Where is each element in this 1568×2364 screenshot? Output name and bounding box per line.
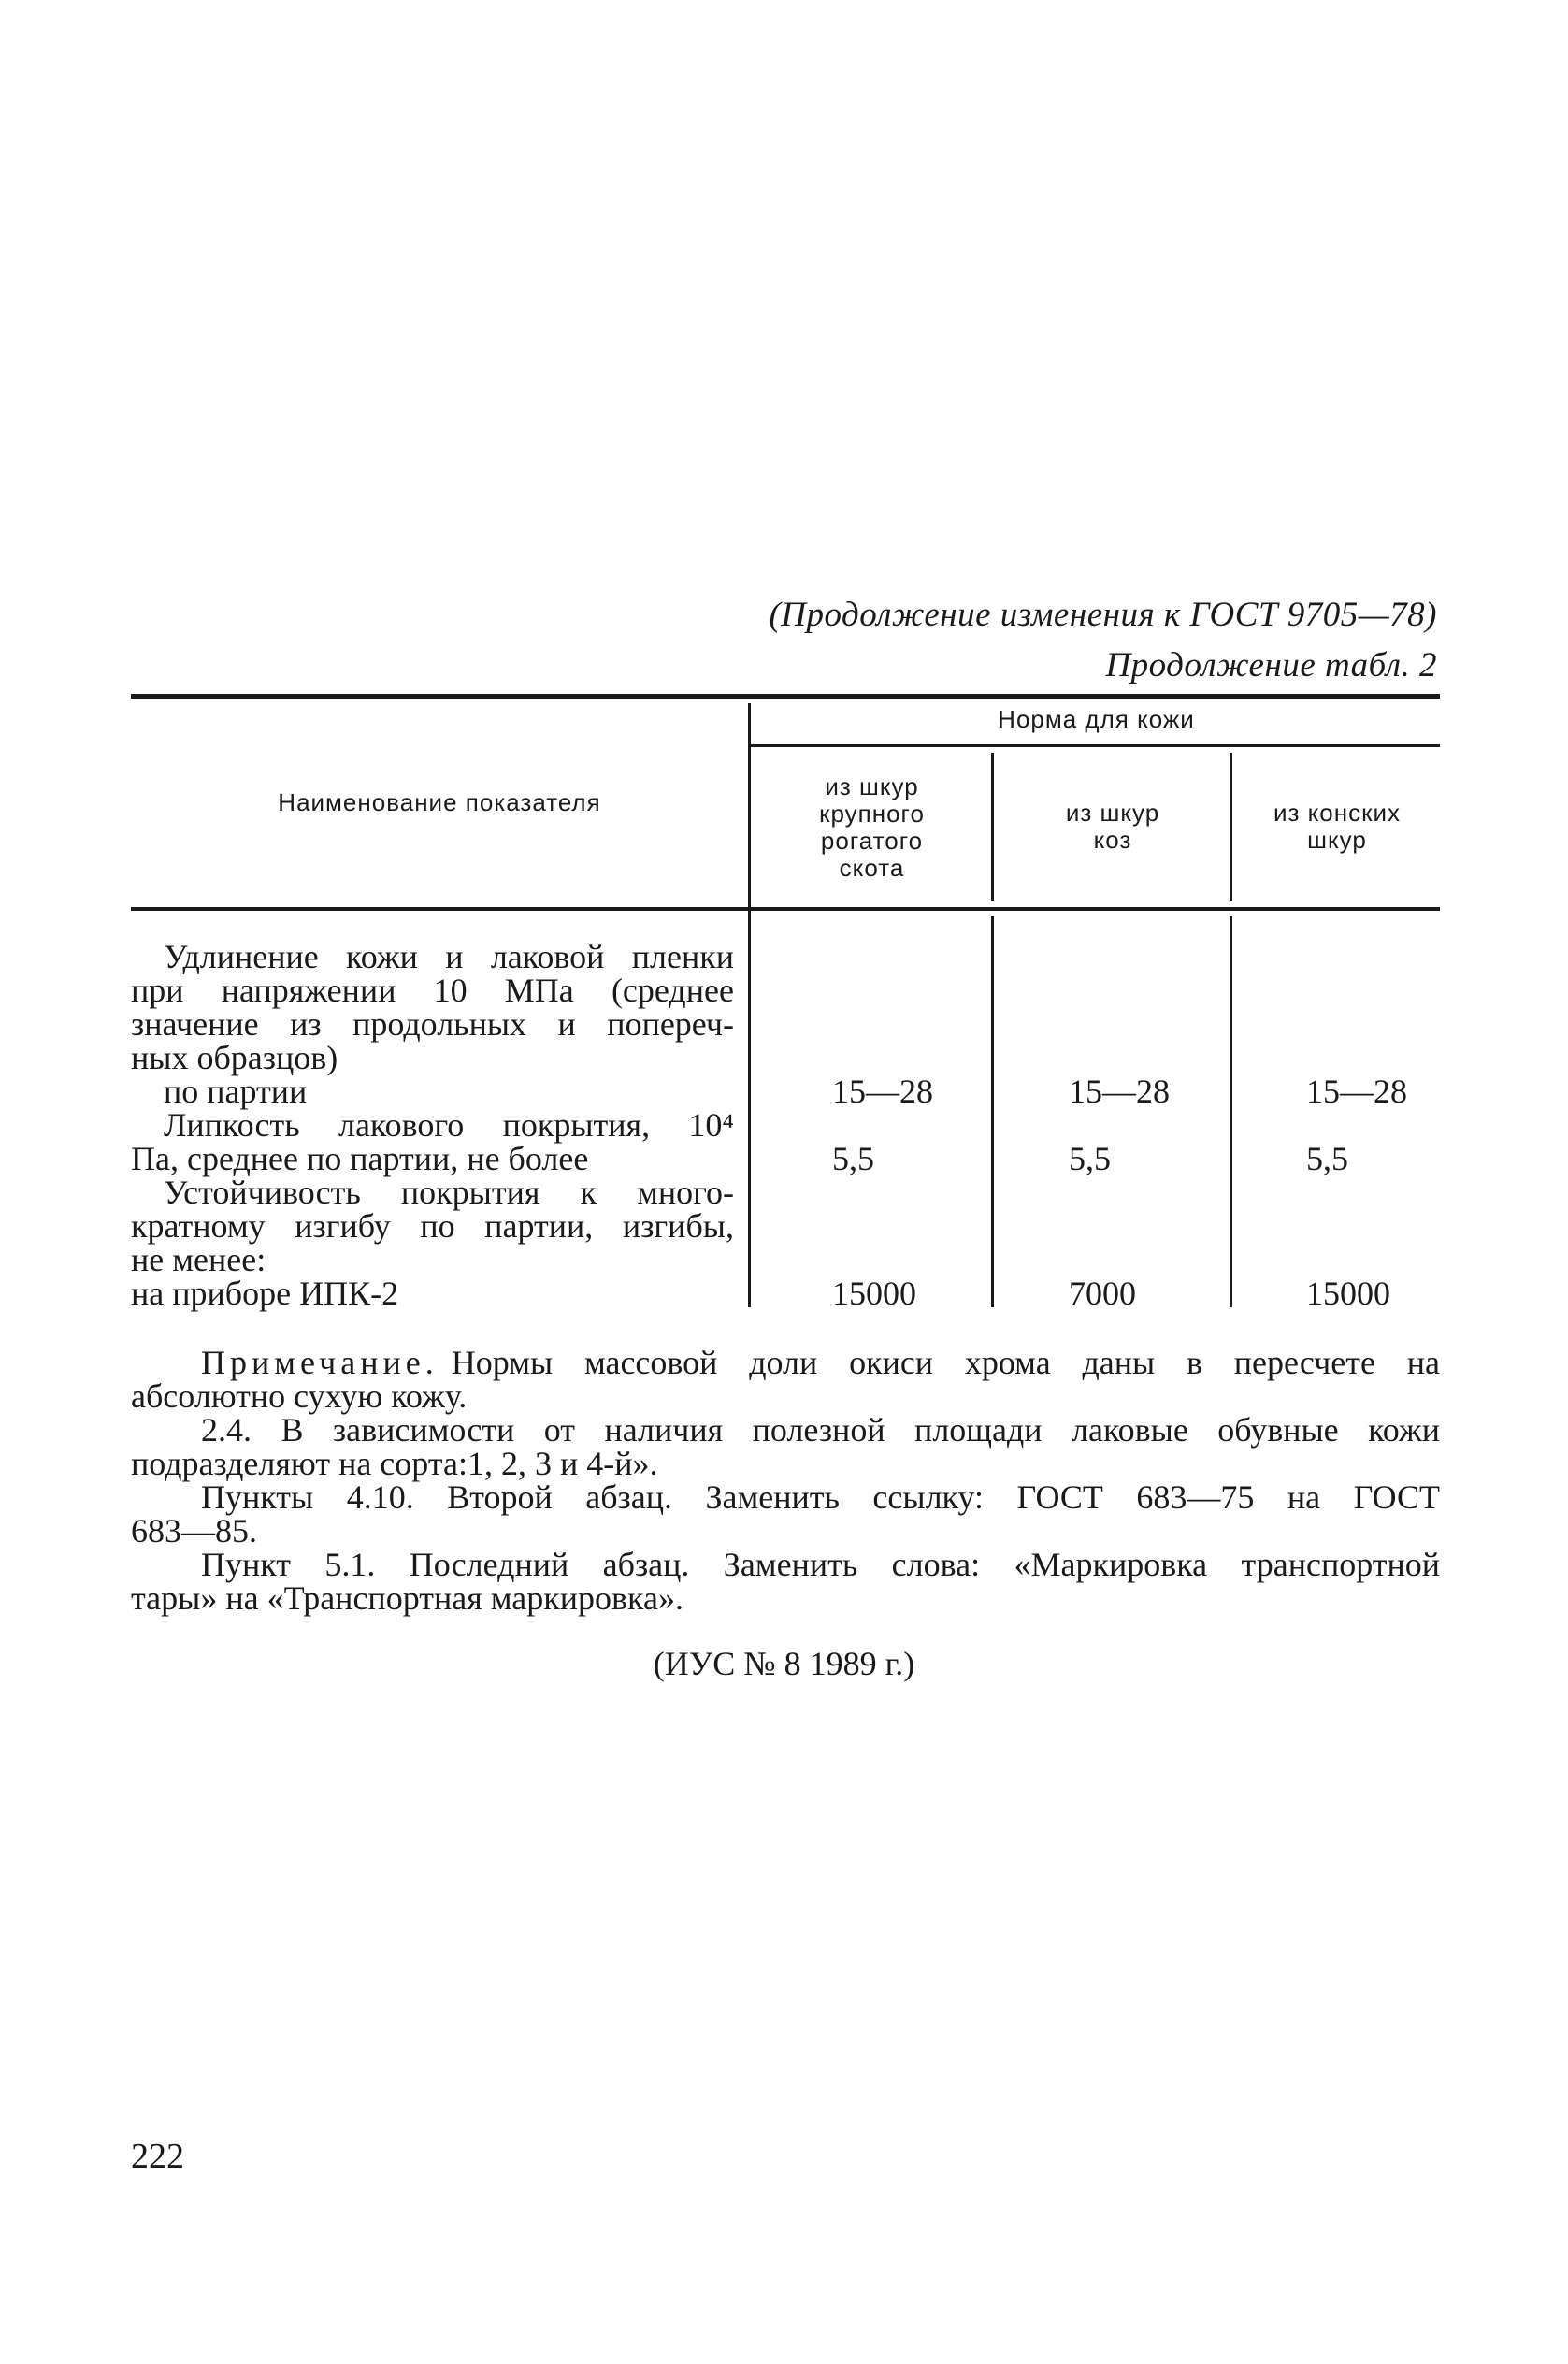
text-line: ных образцов)	[131, 1039, 338, 1076]
word: напряжении	[221, 972, 396, 1009]
text-line	[131, 1548, 1440, 1581]
norm-header-rule	[748, 744, 1440, 747]
word: лаковой	[490, 938, 605, 975]
word: и	[557, 1005, 576, 1043]
word: Удлинение	[164, 938, 319, 975]
text-line	[131, 1346, 1440, 1379]
word: изгибу	[295, 1207, 391, 1245]
text-line: на приборе ИПК-2	[131, 1275, 399, 1312]
column-header-horse	[1234, 800, 1440, 854]
column-header-name: Наименование показателя	[278, 788, 601, 816]
table-continuation-label: Продолжение табл. 2	[1105, 646, 1437, 685]
continuation-title: (Продолжение изменения к ГОСТ 9705—78)	[769, 596, 1437, 634]
table-top-rule	[131, 694, 1440, 699]
table-note	[131, 1346, 1440, 1413]
row-flex-resistance-name	[131, 1175, 734, 1310]
column-header-norm: Норма для кожи	[998, 705, 1195, 733]
text-line: абсолютно сухую кожу.	[131, 1377, 468, 1415]
paragraph-4-10	[131, 1480, 1440, 1548]
table-divider	[991, 753, 994, 901]
value-horse: 5,5	[1306, 1140, 1348, 1177]
value-cattle: 5,5	[832, 1140, 874, 1177]
word: значение	[131, 1005, 259, 1043]
word: покрытия,	[502, 1106, 651, 1144]
value-goat: 7000	[1069, 1275, 1136, 1312]
word: кожи	[346, 938, 418, 975]
text-line	[131, 940, 734, 973]
table-divider	[1230, 916, 1232, 1307]
value-cattle: 15000	[832, 1275, 916, 1312]
word: по	[420, 1207, 455, 1245]
row-elongation-name	[131, 940, 734, 1108]
value-horse: 15000	[1306, 1275, 1390, 1312]
column-header-cattle	[753, 773, 991, 882]
text-line: по партии	[164, 1073, 308, 1110]
text-line: 683—85.	[131, 1512, 257, 1550]
word: (среднее	[611, 972, 734, 1009]
text-line: тары» на «Транспортная маркировка».	[131, 1579, 683, 1617]
word: покрытия	[400, 1174, 540, 1211]
header-line: крупного	[819, 800, 925, 828]
source-reference: (ИУС № 8 1989 г.)	[653, 1645, 915, 1682]
column-header-goat	[996, 800, 1230, 854]
header-line: шкур	[1307, 826, 1367, 854]
word: Устойчивость	[164, 1174, 361, 1211]
value-goat: 5,5	[1069, 1140, 1111, 1177]
word: к	[580, 1174, 597, 1211]
word: Липкость	[164, 1106, 300, 1144]
header-line: из шкур	[825, 772, 919, 800]
paragraph-text: Пункты 4.10. Второй абзац. Заменить ссылку: ГОСТ 683—75 на ГОСТ	[201, 1478, 1440, 1516]
text-line: подразделяют на сорта:1, 2, 3 и 4-й».	[131, 1445, 658, 1482]
table-divider	[1230, 753, 1232, 901]
value-cattle: 15—28	[832, 1073, 933, 1110]
table-header-bottom-rule	[131, 907, 1440, 911]
page-number: 222	[131, 2137, 184, 2176]
header-line: из шкур	[1065, 799, 1160, 827]
word: кратному	[131, 1207, 266, 1245]
row-tackiness-name	[131, 1108, 734, 1175]
text-line	[131, 1209, 734, 1243]
text-line	[131, 1413, 1440, 1447]
header-line: коз	[1093, 826, 1132, 854]
note-text: Нормы массовой доли окиси хрома даны в пересчете на	[451, 1344, 1440, 1381]
paragraph-2-4	[131, 1413, 1440, 1480]
word: изгибы,	[622, 1207, 734, 1245]
word: продольных	[352, 1005, 527, 1043]
note-label: Примечание.	[201, 1344, 439, 1381]
paragraph-5-1	[131, 1548, 1440, 1615]
word: лакового	[338, 1106, 465, 1144]
word: пленки	[631, 938, 734, 975]
word: 10	[433, 972, 468, 1009]
header-line: скота	[839, 854, 905, 882]
table-divider	[748, 913, 751, 1307]
value-horse: 15—28	[1306, 1073, 1407, 1110]
word: 10⁴	[688, 1106, 734, 1144]
table-divider	[991, 916, 994, 1307]
paragraph-text: Пункт 5.1. Последний абзац. Заменить слова: «Маркировка транспортной	[201, 1546, 1440, 1583]
paragraph-text: 2.4. В зависимости от наличия полезной площади лаковые обувные кожи	[201, 1411, 1440, 1449]
text-line	[131, 1175, 734, 1209]
value-goat: 15—28	[1069, 1073, 1170, 1110]
word: партии,	[484, 1207, 594, 1245]
word: и	[445, 938, 464, 975]
word: при	[131, 972, 184, 1009]
word: попереч-	[607, 1005, 734, 1043]
text-line	[131, 1007, 734, 1041]
word: МПа	[504, 972, 574, 1009]
header-line: из конских	[1273, 799, 1402, 827]
text-line	[131, 973, 734, 1007]
text-line: не менее:	[131, 1241, 266, 1278]
word: много-	[637, 1174, 734, 1211]
text-line: Па, среднее по партии, не более	[131, 1140, 589, 1177]
word: из	[290, 1005, 322, 1043]
text-line	[131, 1480, 1440, 1514]
text-line	[131, 1108, 734, 1142]
header-line: рогатого	[820, 827, 924, 855]
